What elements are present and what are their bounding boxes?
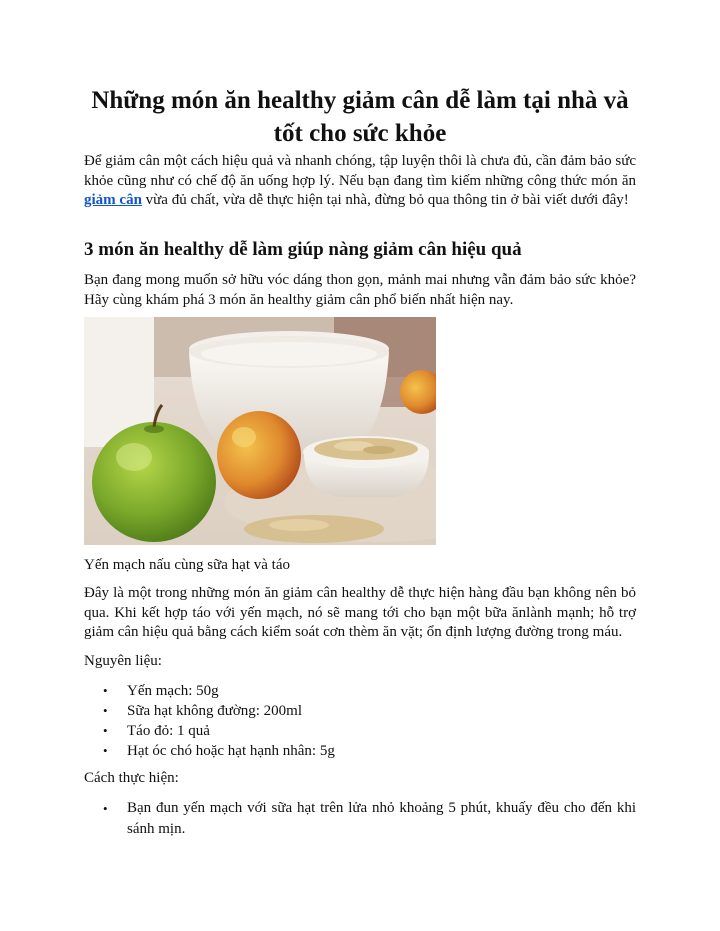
oatmeal-apple-photo bbox=[84, 317, 436, 545]
ingredient-text: Hạt óc chó hoặc hạt hạnh nhân: 5g bbox=[127, 743, 335, 759]
bullet-icon: • bbox=[103, 723, 108, 738]
bullet-icon: • bbox=[103, 703, 108, 718]
section-heading: 3 món ăn healthy dễ làm giúp nàng giảm cân hiệu quả bbox=[84, 239, 522, 260]
section-intro-paragraph: Bạn đang mong muốn sở hữu vóc dáng thon gọn, mảnh mai nhưng vẫn đảm bảo sức khỏe? Hãy cùng khám phá 3 món ăn healthy giảm cân phổ biến nhất hiện nay. bbox=[84, 272, 636, 308]
method-step-text: Bạn đun yến mạch với sữa hạt trên lửa nhỏ khoảng 5 phút, khuấy đều cho đến khi sánh mịn. bbox=[127, 800, 636, 837]
method-list bbox=[84, 798, 636, 840]
page-title: Những món ăn healthy giảm cân dễ làm tại nhà và tốt cho sức khỏe bbox=[91, 87, 629, 147]
ingredient-text: Yến mạch: 50g bbox=[127, 683, 219, 699]
bullet-icon: • bbox=[103, 683, 108, 698]
ingredient-text: Sữa hạt không đường: 200ml bbox=[127, 703, 303, 719]
intro-text-after: vừa đủ chất, vừa dễ thực hiện tại nhà, đừng bỏ qua thông tin ở bài viết dưới đây! bbox=[141, 192, 629, 208]
ingredients-label: Nguyên liệu: bbox=[84, 653, 162, 669]
list-item bbox=[84, 721, 636, 741]
ingredients-list bbox=[84, 681, 636, 761]
giam-can-link[interactable]: giảm cân bbox=[84, 192, 142, 208]
bullet-icon: • bbox=[103, 801, 108, 816]
dish-description: Đây là một trong những món ăn giảm cân healthy dễ thực hiện hàng đầu bạn không nên bỏ qua. Khi kết hợp táo với yến mạch, nó sẽ mang tới cho bạn một bữa ănlành mạnh; hỗ trợ giảm cân hiệu quả bằng cách kiểm soát cơn thèm ăn vặt; ổn định lượng đường trong máu. bbox=[84, 585, 636, 640]
ingredient-text: Táo đỏ: 1 quả bbox=[127, 723, 210, 739]
list-item bbox=[84, 701, 636, 721]
list-item bbox=[84, 798, 636, 840]
intro-paragraph bbox=[84, 152, 636, 211]
list-item bbox=[84, 681, 636, 701]
method-label: Cách thực hiện: bbox=[84, 770, 179, 786]
bullet-icon: • bbox=[103, 743, 108, 758]
intro-text-before: Để giảm cân một cách hiệu quả và nhanh chóng, tập luyện thôi là chưa đủ, cần đảm bảo sức khỏe cũng như có chế độ ăn uống hợp lý. Nếu bạn đang tìm kiếm những công thức món ăn bbox=[84, 153, 636, 189]
list-item bbox=[84, 741, 636, 761]
image-caption: Yến mạch nấu cùng sữa hạt và táo bbox=[84, 557, 290, 573]
